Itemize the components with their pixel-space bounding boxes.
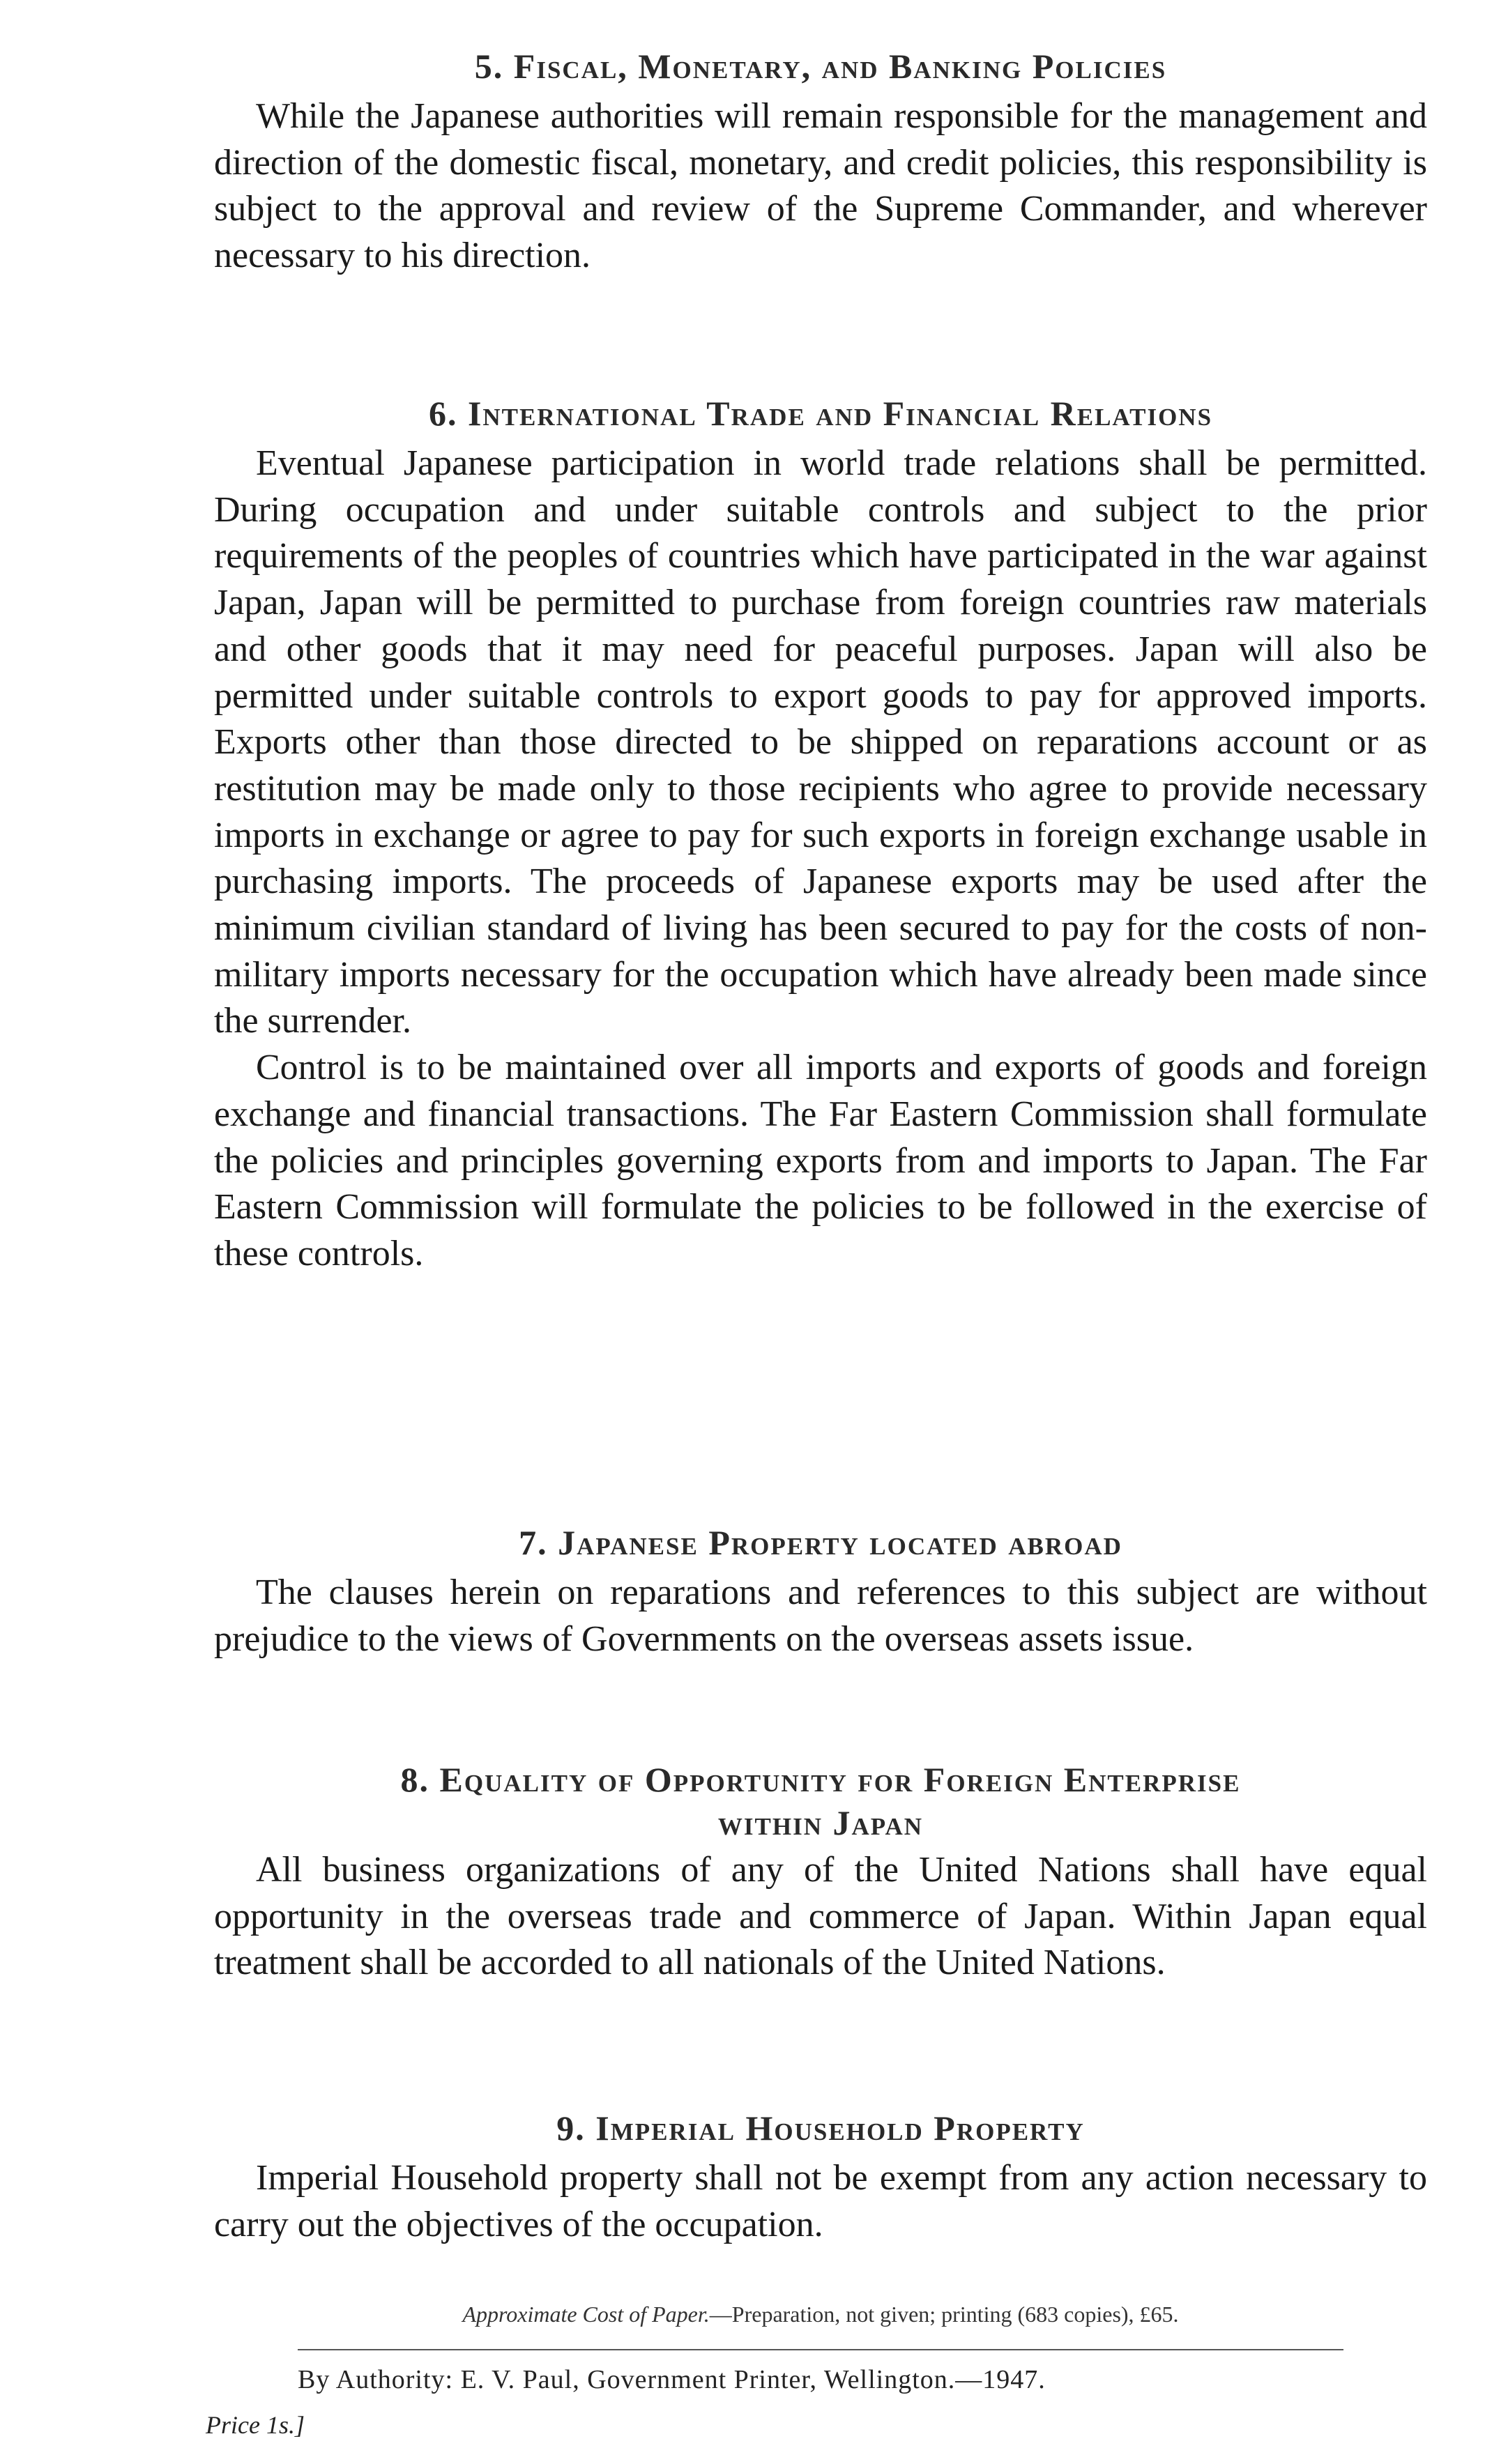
heading-line: 8. Equality of Opportunity for Foreign Enterprise — [400, 1760, 1241, 1799]
section-international-trade — [214, 390, 1427, 1278]
paragraph: Imperial Household property shall not be exempt from any action necessary to carry out the objectives of the occupation. — [214, 2158, 1427, 2244]
section-heading: 7. Japanese Property located abroad — [519, 1523, 1122, 1562]
paragraph: While the Japanese authorities will remain responsible for the management and direction of the domestic fiscal, monetary, and credit policies, this responsibility is subject to the approval and review of the Supreme Commander, and wherever necessary to his direction. — [214, 96, 1427, 276]
heading-line: within Japan — [717, 1803, 924, 1842]
footnote-label: Approximate Cost of Paper. — [462, 2302, 710, 2327]
footnote-text: —Preparation, not given; printing (683 copies), £65. — [709, 2302, 1179, 2327]
section-body — [214, 2155, 1427, 2248]
section-imperial-household-property — [214, 2105, 1427, 2248]
cost-footnote — [214, 2302, 1427, 2327]
paragraph: All business organizations of any of the United Nations shall have equal opportunity in the overseas trade and commerce of Japan. Within Japan equal treatment shall be accorded to all nationals of the United Nations. — [214, 1850, 1427, 1983]
paragraph: The clauses herein on reparations and references to this subject are without prejudice to the views of Governments on the overseas assets issue. — [214, 1572, 1427, 1659]
printer-authority-line: By Authority: E. V. Paul, Government Printer, Wellington.—1947. — [298, 2365, 1046, 2394]
section-body — [214, 441, 1427, 1278]
section-body — [214, 1847, 1427, 1987]
paragraph: Eventual Japanese participation in world trade relations shall be permitted. During occupation and under suitable controls and subject to the prior requirements of the peoples of countries which have participated in the war against Japan, Japan will be permitted to purchase from foreign countries raw materials and other goods that it may need for peaceful purposes. Japan will also be permitted under suitable controls to export goods to pay for approved imports. Exports other than those directed to be shipped on reparations account or as restitution may be made only to those recipients who agree to provide necessary imports in exchange or agree to pay for such exports in foreign exchange usable in purchasing imports. The proceeds of Japanese exports may be used after the minimum civilian standard of living has been secured to pay for the costs of non-military imports necessary for the occupation which have already been made since the surrender. — [214, 443, 1427, 1041]
section-fiscal-monetary-banking — [214, 43, 1427, 280]
section-heading: 9. Imperial Household Property — [556, 2109, 1085, 2148]
section-heading: 6. International Trade and Financial Relations — [428, 394, 1213, 433]
section-body — [214, 93, 1427, 280]
section-japanese-property-abroad — [214, 1520, 1427, 1662]
section-heading: 5. Fiscal, Monetary, and Banking Policies — [474, 47, 1167, 86]
section-body — [214, 1570, 1427, 1662]
footer-divider — [298, 2349, 1343, 2350]
section-equality-of-opportunity — [214, 1757, 1427, 1987]
paragraph: Control is to be maintained over all imports and exports of goods and foreign exchange and financial transactions. The Far Eastern Commission shall formulate the policies and principles governing exports from and imports to Japan. The Far Eastern Commission will formulate the policies to be followed in the exercise of these controls. — [214, 1048, 1427, 1273]
section-heading — [214, 1757, 1427, 1843]
price-line: Price 1s.] — [206, 2411, 305, 2439]
